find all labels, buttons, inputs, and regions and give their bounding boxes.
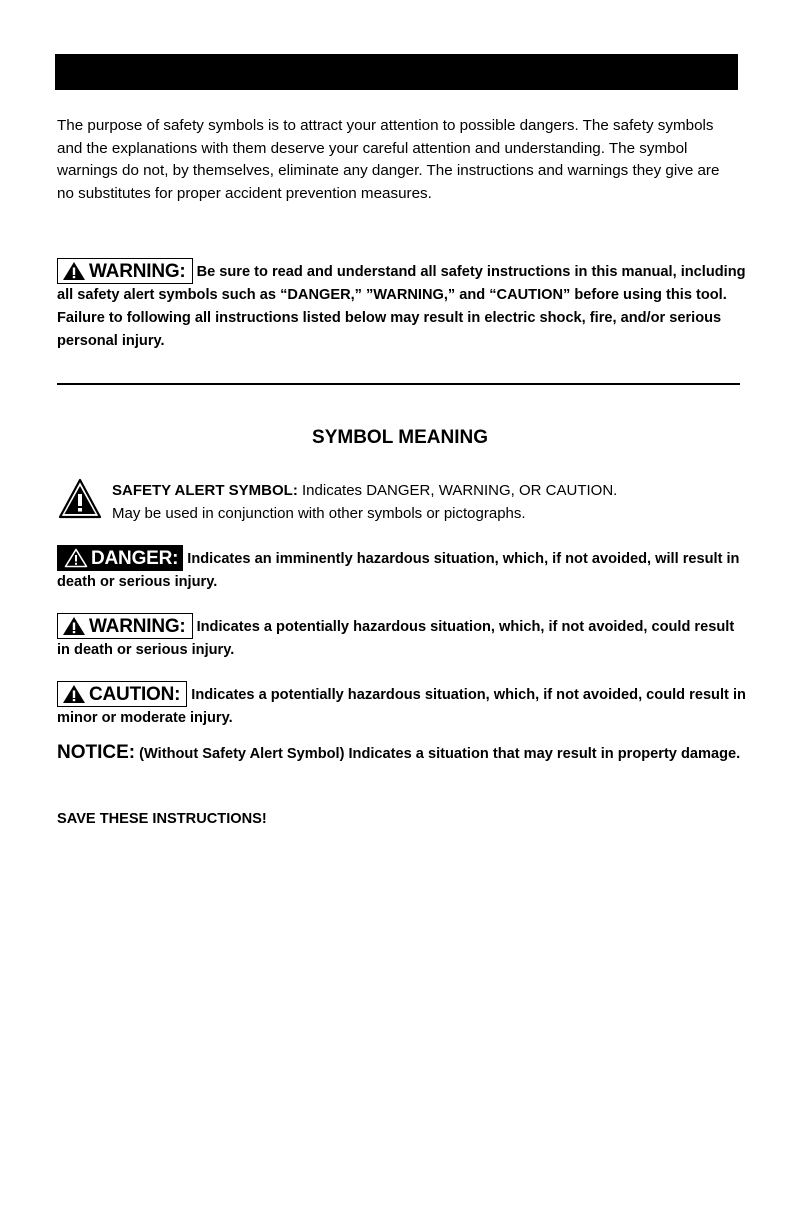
danger-badge-label: DANGER:	[91, 547, 179, 569]
symbol-meaning-heading: SYMBOL MEANING	[312, 427, 488, 448]
warning-triangle-icon	[62, 616, 86, 636]
intro-paragraph: The purpose of safety symbols is to attract your attention to possible dangers. The safety symbols and the explanations with them deserve your careful attention and understanding. The symbol warnings do not, by themselves, eliminate any danger. The instructions and warnings they give are no substitutes for proper accident prevention measures.	[57, 117, 720, 202]
section-divider	[57, 383, 740, 385]
warning-symbol-badge	[57, 613, 193, 639]
warning-symbol-badge-label: WARNING:	[89, 615, 186, 637]
danger-triangle-icon	[64, 548, 88, 568]
caution-triangle-icon	[62, 684, 86, 704]
notice-paragraph	[57, 741, 747, 766]
save-instructions: SAVE THESE INSTRUCTIONS!	[57, 811, 267, 827]
header-bar	[55, 54, 738, 90]
danger-badge	[57, 545, 183, 571]
safety-alert-text: Indicates DANGER, WARNING, OR CAUTION.	[302, 482, 618, 499]
warning-text: Indicates a potentially hazardous situation, which, if not avoided, could result in death or serious injury.	[57, 619, 735, 658]
warning-intro-paragraph	[57, 258, 747, 353]
notice-label: NOTICE:	[57, 742, 136, 763]
danger-text: Indicates an imminently hazardous situation, which, if not avoided, will result in death or serious injury.	[57, 551, 740, 590]
safety-alert-description	[112, 479, 732, 525]
notice-text: (Without Safety Alert Symbol) Indicates a situation that may result in property damage.	[139, 746, 741, 762]
safety-alert-label: SAFETY ALERT SYMBOL:	[112, 482, 298, 499]
caution-paragraph	[57, 681, 747, 730]
caution-badge	[57, 681, 187, 707]
warning-badge	[57, 258, 193, 284]
caution-text: Indicates a potentially hazardous situation, which, if not avoided, could result in minor or moderate injury.	[57, 687, 746, 726]
warning-badge-label: WARNING:	[89, 260, 186, 282]
danger-paragraph	[57, 545, 747, 594]
safety-alert-icon	[58, 478, 102, 520]
warning-paragraph	[57, 613, 747, 662]
safety-alert-line2: May be used in conjunction with other symbols or pictographs.	[112, 505, 526, 522]
warning-intro-text: Be sure to read and understand all safety instructions in this manual, including all safety alert symbols such as “DANGER,” ”WARNING,” and “CAUTION” before using this tool. Failure to following all instructions listed below may result in electric shock, fire, and/or serious personal injury.	[57, 264, 746, 349]
caution-badge-label: CAUTION:	[89, 683, 181, 705]
warning-triangle-icon	[62, 261, 86, 281]
